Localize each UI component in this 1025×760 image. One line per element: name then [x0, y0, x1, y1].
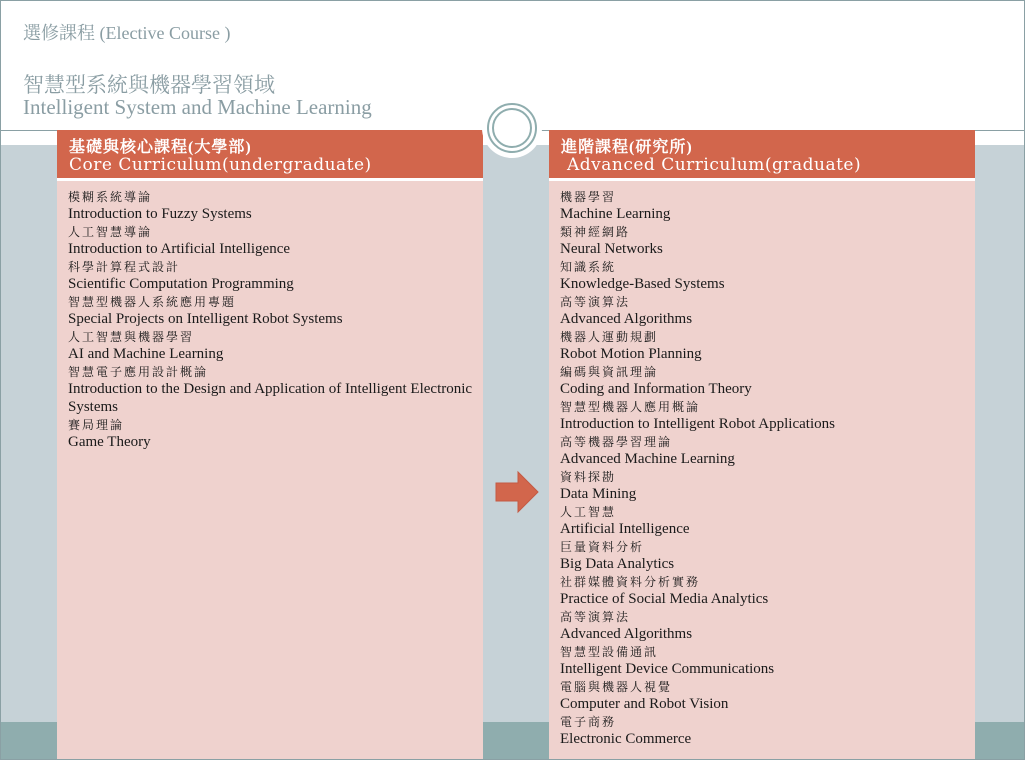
core-curriculum-header [57, 130, 483, 181]
course-name-english: Advanced Machine Learning [560, 451, 735, 467]
course-item [68, 258, 477, 293]
advanced-course-list [560, 188, 969, 748]
course-name-english: AI and Machine Learning [68, 346, 224, 362]
course-item [560, 398, 969, 433]
course-name-english: Introduction to Intelligent Robot Applications [560, 416, 835, 432]
course-name-english: Practice of Social Media Analytics [560, 591, 769, 607]
course-item [560, 328, 969, 363]
course-name-english: Big Data Analytics [560, 556, 675, 572]
course-name-chinese: 智慧電子應用設計概論 [68, 365, 209, 379]
course-name-chinese: 人工智慧導論 [68, 225, 153, 239]
course-name-english: Computer and Robot Vision [560, 696, 729, 712]
course-name-english: Electronic Commerce [560, 731, 692, 747]
course-name-chinese: 人工智慧 [560, 505, 617, 519]
course-name-chinese: 電子商務 [560, 715, 617, 729]
core-curriculum-panel [57, 130, 483, 760]
course-name-english: Robot Motion Planning [560, 346, 702, 362]
course-name-english: Knowledge-Based Systems [560, 276, 725, 292]
course-name-english: Advanced Algorithms [560, 311, 693, 327]
course-name-english: Introduction to Fuzzy Systems [68, 206, 252, 222]
area-title-chinese: 智慧型系統與機器學習領域 [23, 73, 275, 97]
course-name-english: Scientific Computation Programming [68, 276, 294, 292]
course-item [560, 538, 969, 573]
course-name-chinese: 人工智慧與機器學習 [68, 330, 195, 344]
course-name-english: Coding and Information Theory [560, 381, 752, 397]
course-name-english: Introduction to the Design and Application of Intelligent Electronic Systems [68, 381, 473, 415]
core-course-list [68, 188, 477, 451]
course-item [68, 363, 477, 416]
core-title-chinese: 基礎與核心課程(大學部) [69, 139, 252, 156]
advanced-title-chinese: 進階課程(研究所) [561, 139, 693, 156]
course-item [68, 188, 477, 223]
arrow-right-icon [494, 470, 540, 514]
course-item [68, 223, 477, 258]
course-item [560, 258, 969, 293]
course-name-english: Neural Networks [560, 241, 663, 257]
course-name-chinese: 資料探勘 [560, 470, 617, 484]
course-item [560, 433, 969, 468]
course-name-english: Machine Learning [560, 206, 671, 222]
course-name-chinese: 知識系統 [560, 260, 617, 274]
course-item [560, 608, 969, 643]
area-title-english: Intelligent System and Machine Learning [23, 95, 372, 119]
course-name-english: Advanced Algorithms [560, 626, 693, 642]
core-title-english: Core Curriculum(undergraduate) [69, 155, 372, 175]
course-item [68, 328, 477, 363]
course-name-chinese: 機器學習 [560, 190, 617, 204]
course-name-english: Artificial Intelligence [560, 521, 690, 537]
section-subtitle: 選修課程 (Elective Course ) [23, 23, 231, 43]
course-name-chinese: 高等機器學習理論 [560, 435, 673, 449]
course-name-chinese: 巨量資料分析 [560, 540, 645, 554]
course-name-chinese: 機器人運動規劃 [560, 330, 659, 344]
course-item [560, 503, 969, 538]
course-name-chinese: 高等演算法 [560, 295, 631, 309]
course-item [560, 713, 969, 748]
course-name-english: Game Theory [68, 434, 151, 450]
advanced-title-english: Advanced Curriculum(graduate) [567, 155, 862, 175]
course-item [560, 678, 969, 713]
course-item [560, 223, 969, 258]
course-item [560, 643, 969, 678]
course-item [560, 468, 969, 503]
course-item [560, 293, 969, 328]
course-name-chinese: 科學計算程式設計 [68, 260, 181, 274]
course-name-english: Data Mining [560, 486, 637, 502]
course-item [560, 573, 969, 608]
circle-connector-icon [484, 100, 540, 156]
course-item [560, 363, 969, 398]
course-item [560, 188, 969, 223]
course-item [68, 416, 477, 451]
course-name-chinese: 智慧型機器人應用概論 [560, 400, 701, 414]
course-name-chinese: 社群媒體資料分析實務 [560, 575, 701, 589]
advanced-curriculum-panel [549, 130, 975, 760]
course-name-chinese: 賽局理論 [68, 418, 125, 432]
course-name-chinese: 智慧型機器人系統應用專題 [68, 295, 237, 309]
course-item [68, 293, 477, 328]
course-name-chinese: 模糊系統導論 [68, 190, 153, 204]
course-name-chinese: 智慧型設備通訊 [560, 645, 659, 659]
course-name-chinese: 類神經網路 [560, 225, 631, 239]
course-name-chinese: 高等演算法 [560, 610, 631, 624]
course-name-english: Intelligent Device Communications [560, 661, 775, 677]
course-name-english: Introduction to Artificial Intelligence [68, 241, 291, 257]
course-name-chinese: 編碼與資訊理論 [560, 365, 659, 379]
course-name-english: Special Projects on Intelligent Robot Systems [68, 311, 343, 327]
advanced-curriculum-header [549, 130, 975, 181]
course-name-chinese: 電腦與機器人視覺 [560, 680, 673, 694]
